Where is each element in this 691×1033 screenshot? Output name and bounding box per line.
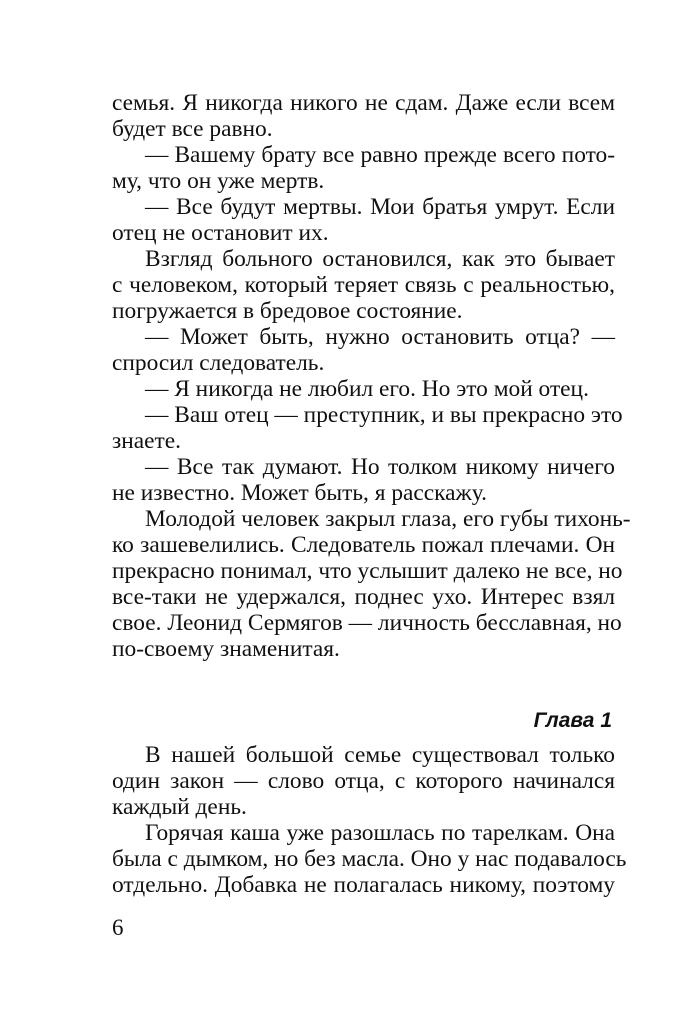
text-line: — Все будут мертвы. Мои братья умрут. Если xyxy=(145,194,615,220)
text-line: Взгляд больного остановился, как это бывает xyxy=(145,246,615,272)
text-line: с человеком, который теряет связь с реальностью, xyxy=(112,272,615,298)
text-line: один закон — слово отца, с которого начинался xyxy=(112,768,615,794)
text-line: будет все равно. xyxy=(112,116,273,142)
text-line: отец не остановит их. xyxy=(112,220,329,246)
text-line: му, что он уже мертв. xyxy=(112,168,325,194)
text-line: каждый день. xyxy=(112,794,247,820)
text-line: — Все так думают. Но толком никому ничего xyxy=(145,454,615,480)
text-line: — Вашему брату все равно прежде всего пото- xyxy=(145,142,615,168)
page-number: 6 xyxy=(112,915,124,940)
text-line: была с дымком, но без масла. Оно у нас подавалось xyxy=(112,846,627,872)
text-line: знаете. xyxy=(112,428,181,454)
text-line: погружается в бредовое состояние. xyxy=(112,298,463,324)
text-line: по-своему знаменитая. xyxy=(112,636,340,662)
text-line: В нашей большой семье существовал только xyxy=(145,742,615,768)
text-line: все-таки не удержался, поднес ухо. Интерес взял xyxy=(112,584,615,610)
text-line: — Я никогда не любил его. Но это мой отец. xyxy=(145,376,589,402)
text-line: Горячая каша уже разошлась по тарелкам. Она xyxy=(145,820,615,846)
text-line: не известно. Может быть, я расскажу. xyxy=(112,480,487,506)
text-line: — Ваш отец — преступник, и вы прекрасно это xyxy=(145,402,623,428)
text-line: отдельно. Добавка не полагалась никому, поэтому xyxy=(112,872,615,898)
text-line: свое. Леонид Сермягов — личность бесславная, но xyxy=(112,610,622,636)
text-line: ко зашевелились. Следователь пожал плечами. Он xyxy=(112,532,615,558)
text-line: семья. Я никогда никого не сдам. Даже если всем xyxy=(112,90,615,116)
text-line: прекрасно понимал, что услышит далеко не все, но xyxy=(112,558,623,584)
text-line: — Может быть, нужно остановить отца? — xyxy=(145,324,615,350)
chapter-heading: Глава 1 xyxy=(533,709,612,732)
text-line: Молодой человек закрыл глаза, его губы тихонь- xyxy=(145,506,631,532)
text-line: спросил следователь. xyxy=(112,350,325,376)
